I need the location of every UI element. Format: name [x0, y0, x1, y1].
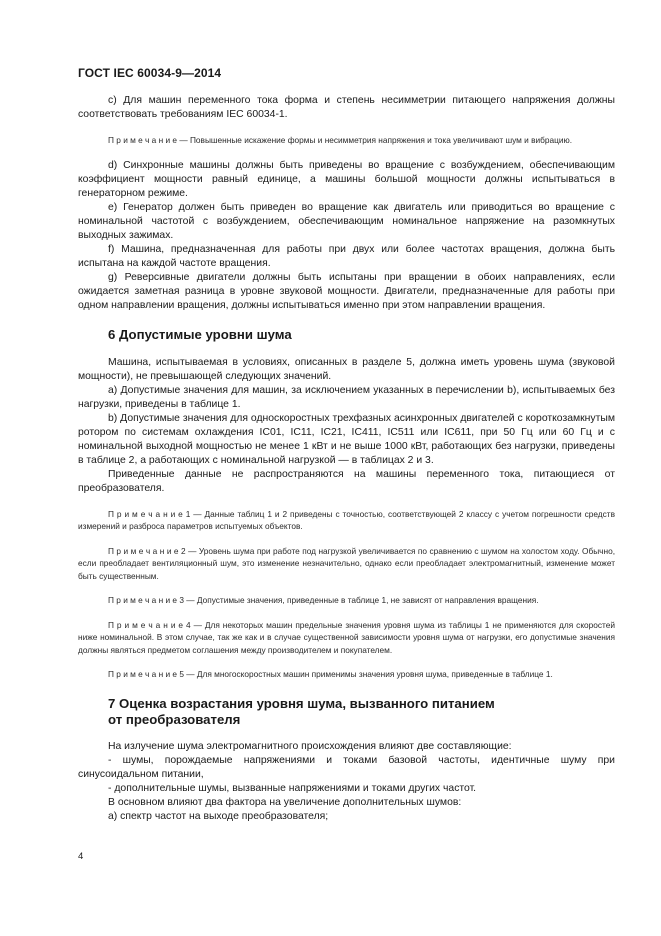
note-label: П р и м е ч а н и е 2 [108, 545, 186, 556]
note-label: П р и м е ч а н и е 5 [108, 669, 184, 679]
item-d: d) Синхронные машины должны быть приведены во вращение с возбуждением, обеспечивающим коэффициент мощности равный единице, а машины большой мощности должны испытываться в генераторном режиме. [78, 159, 615, 199]
note-1 [78, 508, 615, 533]
item-e: e) Генератор должен быть приведен во вращение как двигатель или приводиться во вращение с номинальной частотой с возбуждением, обеспечивающим номинальное напряжение на разомкнутых выходных зажимах. [78, 201, 615, 241]
section-7-item-a: a) спектр частот на выходе преобразователя; [108, 810, 329, 822]
section-7-dash-2: - дополнительные шумы, вызванные напряжениями и токами других частот. [108, 782, 477, 794]
section-7-title-line-2: от преобразователя [108, 711, 241, 727]
item-g: g) Реверсивные двигатели должны быть испытаны при вращении в обоих направлениях, если ожидается заметная разница в уровне звуковой мощности. Двигатели, предназначенные для работы при одном направлении вращения, должны испытываться именно при этом направлении вращения. [78, 271, 615, 311]
note-text: — Повышенные искажение формы и несимметрия напряжения и тока увеличивают шум и вибрацию. [177, 135, 573, 145]
note-label: П р и м е ч а н и е [108, 135, 178, 145]
note-c [78, 134, 615, 147]
section-6-item-a: a) Допустимые значения для машин, за исключением указанных в перечислении b), испытываемых без нагрузки, приведены в таблице 1. [78, 384, 615, 410]
item-f: f) Машина, предназначенная для работы при двух или более частотах вращения, должна быть испытана на каждой частоте вращения. [78, 243, 615, 269]
note-5 [78, 668, 615, 681]
note-text: — Для многоскоростных машин применимы значения уровня шума, приведенные в таблице 1. [183, 669, 553, 679]
section-6-converter-remark: Приведенные данные не распространяются на машины переменного тока, питающиеся от преобразователя. [78, 468, 615, 494]
note-text: — Данные таблиц 1 и 2 приведены с точностью, соответствующей 2 классу с учетом погрешности средств измерений и разброса параметров испытуемых объектов. [78, 508, 615, 531]
section-6-intro: Машина, испытываемая в условиях, описанных в разделе 5, должна иметь уровень шума (звуковой мощности), не превышающей следующих значений. [78, 356, 615, 382]
note-label: П р и м е ч а н и е 4 [108, 619, 191, 630]
section-6-item-b: b) Допустимые значения для односкоростных трехфазных асинхронных двигателей с короткозамкнутым ротором по системам охлаждения IC01, IC11, IC21, IC411, IC511 или IC611, при 50 Гц или 60 Гц и с номинальной выходной мощностью не менее 1 кВт и не выше 1000 кВт, работающих без нагрузки, приведены в таблице 2, а работающих с номинальной нагрузкой — в таблицах 2 и 3. [78, 412, 615, 466]
note-2 [78, 545, 615, 583]
page-content [78, 94, 615, 824]
note-4 [78, 619, 615, 657]
note-text: — Для некоторых машин предельные значения уровня шума из таблицы 1 не применяются для скоростей ниже номинальной. В этом случае, так же как и в случае существенной зависимости уровня шума от нагрузки, его допустимые значения должны являться предметом соглашения между производителем и покупателем. [78, 619, 615, 655]
note-3 [78, 594, 615, 607]
document-id-header: ГОСТ IEC 60034-9—2014 [78, 66, 222, 80]
section-6-title: 6 Допустимые уровни шума [108, 326, 292, 342]
note-label: П р и м е ч а н и е 3 [108, 595, 184, 605]
note-label: П р и м е ч а н и е 1 [108, 508, 191, 519]
page-number: 4 [78, 851, 84, 862]
section-7-title-line-1: 7 Оценка возрастания уровня шума, вызванного питанием [108, 695, 495, 711]
note-text: — Уровень шума при работе под нагрузкой увеличивается по сравнению с шумом на холостом ходу. Обычно, если преобладает вентиляционный шум, это изменение незначительно, однако если преобладает электромагнитный, изменение может быть существенным. [78, 545, 615, 581]
section-7-title [78, 696, 615, 728]
item-c: c) Для машин переменного тока форма и степень несимметрии питающего напряжения должны соответствовать требованиям IEC 60034-1. [78, 95, 615, 120]
section-7-intro: На излучение шума электромагнитного происхождения влияют две составляющие: [108, 740, 512, 752]
note-text: — Допустимые значения, приведенные в таблице 1, не зависят от направления вращения. [183, 595, 539, 605]
section-7-dash-1: - шумы, порождаемые напряжениями и токами базовой частоты, идентичные шуму при синусоидальном питании, [78, 754, 615, 780]
section-7-factors: В основном влияют два фактора на увеличение дополнительных шумов: [108, 796, 462, 808]
